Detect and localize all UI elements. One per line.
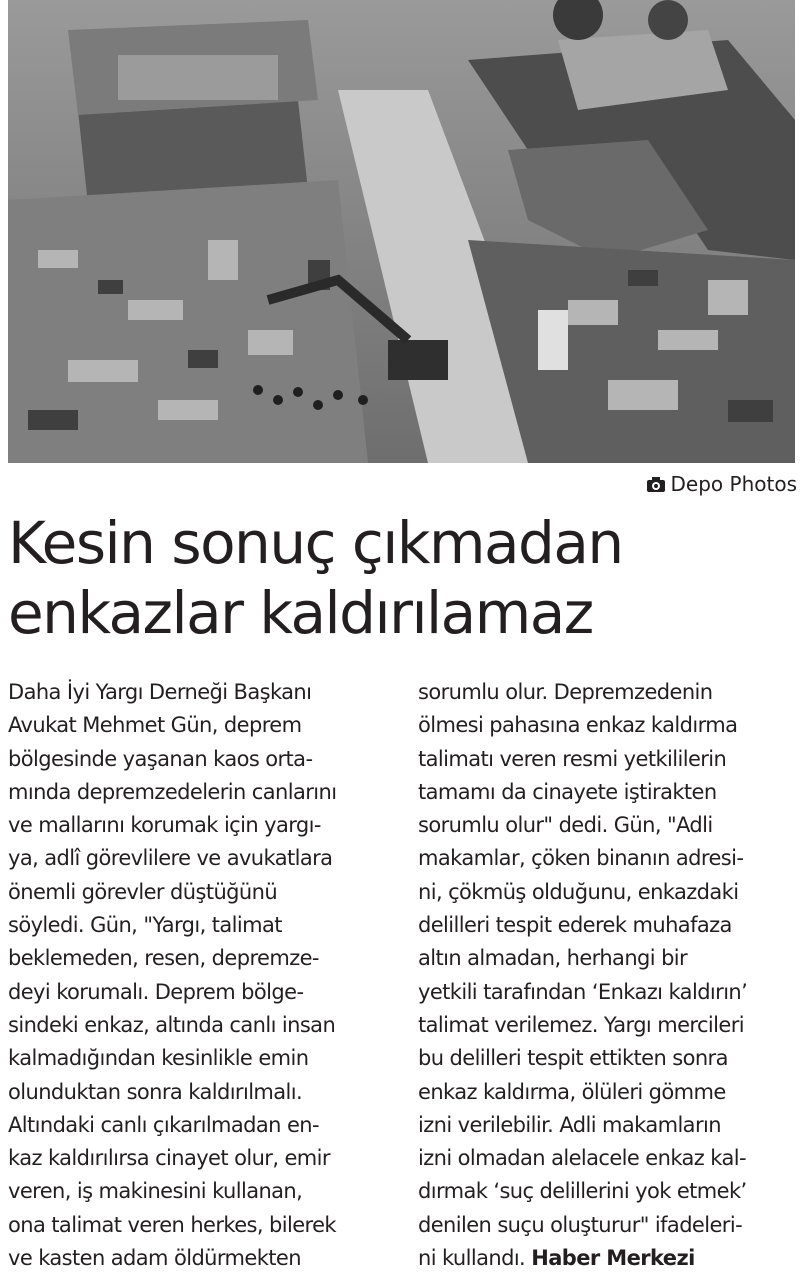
- article-line: delilleri tespit ederek muhafaza: [418, 913, 732, 938]
- article-line: söyledi. Gün, "Yargı, talimat: [8, 913, 282, 938]
- article-line-text: ni kullandı.: [418, 1246, 532, 1271]
- article-line: Altındaki canlı çıkarılmadan en-: [8, 1112, 319, 1137]
- article-line: izni olmadan alelacele enkaz kal-: [418, 1146, 746, 1171]
- article-line: deyi korumalı. Deprem bölge-: [8, 979, 304, 1004]
- article-last-line: [418, 1242, 798, 1275]
- article-line: talimatı veren resmi yetkililerin: [418, 746, 727, 771]
- article-line: sindeki enkaz, altında canlı insan: [8, 1012, 336, 1037]
- article-line: izni verilebilir. Adli makamların: [418, 1112, 721, 1137]
- byline: Haber Merkezi: [531, 1246, 695, 1271]
- article-line: ni, çökmüş olduğunu, enkazdaki: [418, 879, 739, 904]
- article-line: yetkili tarafından ‘Enkazı kaldırın’: [418, 979, 748, 1004]
- article-line: ona talimat veren herkes, bilerek: [8, 1212, 336, 1237]
- article-line: sorumlu olur. Depremzedenin: [418, 680, 713, 704]
- article-line: bölgesinde yaşanan kaos orta-: [8, 746, 313, 771]
- article-line: ya, adlî görevlilere ve avukatlara: [8, 846, 333, 871]
- article-line: olunduktan sonra kaldırılmalı.: [8, 1079, 303, 1104]
- article-line: dırmak ‘suç delillerini yok etmek’: [418, 1179, 747, 1204]
- article-line: talimat verilemez. Yargı mercileri: [418, 1012, 744, 1037]
- headline-line-2: enkazlar kaldırılamaz: [8, 579, 593, 647]
- article-line: Daha İyi Yargı Derneği Başkanı: [8, 680, 312, 704]
- headline-line-1: Kesin sonuç çıkmadan: [8, 509, 623, 577]
- article-line: veren, iş makinesini kullanan,: [8, 1179, 303, 1204]
- article-line: beklemeden, resen, depremze-: [8, 946, 319, 971]
- article-line: sorumlu olur" dedi. Gün, "Adli: [418, 813, 713, 838]
- article-line: enkaz kaldırma, ölüleri gömme: [418, 1079, 726, 1104]
- camera-icon: [646, 475, 666, 493]
- article-photo: [8, 0, 795, 463]
- article-line: ve mallarını korumak için yargı-: [8, 813, 321, 838]
- article-line: altın almadan, herhangi bir: [418, 946, 688, 971]
- article-line: mında depremzedelerin canlarını: [8, 779, 337, 804]
- article-line: tamamı da cinayete iştirakten: [418, 779, 717, 804]
- article-line: kalmadığından kesinlikle emin: [8, 1046, 309, 1071]
- article-line: önemli görevler düştüğünü: [8, 879, 278, 904]
- article-column-left: [8, 676, 388, 1275]
- article-line: ölmesi pahasına enkaz kaldırma: [418, 713, 738, 738]
- article-line: bu delilleri tespit ettikten sonra: [418, 1046, 728, 1071]
- rubble-scene-image: [8, 0, 795, 463]
- article-line: Avukat Mehmet Gün, deprem: [8, 713, 302, 738]
- article-line: kaz kaldırılırsa cinayet olur, emir: [8, 1146, 330, 1171]
- article-line: denilen suçu oluşturur" ifadeleri-: [418, 1212, 743, 1237]
- article-line: ve kasten adam öldürmekten: [8, 1246, 301, 1271]
- photo-credit-text: Depo Photos: [670, 472, 797, 496]
- article-line: makamlar, çöken binanın adresi-: [418, 846, 744, 871]
- article-headline: [8, 508, 798, 648]
- photo-credit: [646, 470, 797, 498]
- article-column-right: [418, 676, 798, 1275]
